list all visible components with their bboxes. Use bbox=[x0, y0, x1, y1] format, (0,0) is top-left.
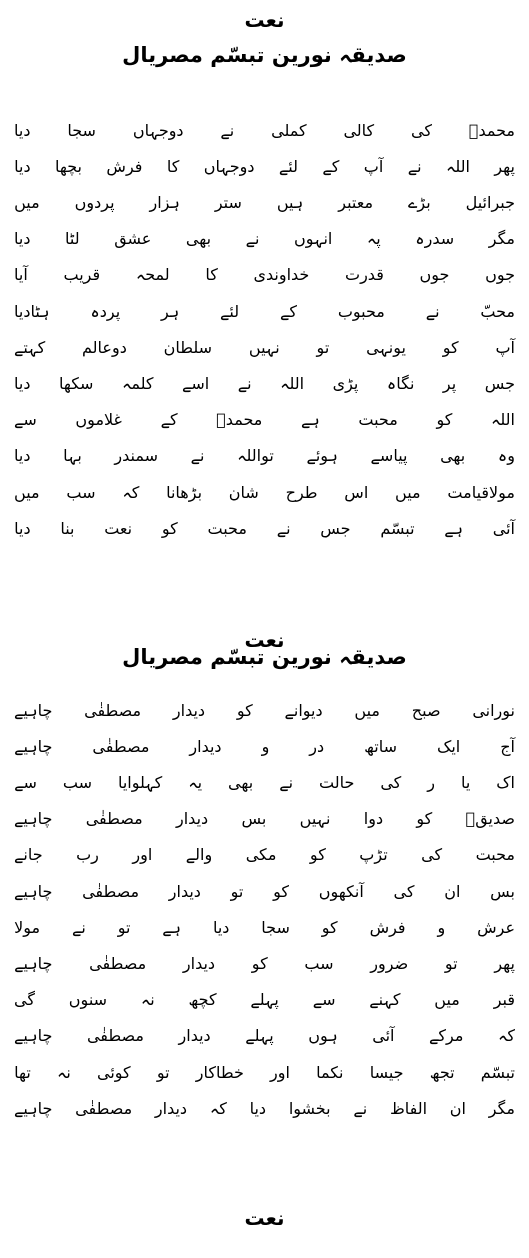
verse-word: کو bbox=[161, 518, 178, 538]
verse-word: دیدار bbox=[154, 1098, 188, 1118]
verse-line bbox=[14, 801, 515, 837]
verse-line bbox=[14, 1090, 515, 1126]
verse-word: چاہیے bbox=[14, 700, 53, 720]
verse-word: ان bbox=[449, 1098, 466, 1118]
verse-word: اور bbox=[270, 1062, 290, 1082]
verse-word: مصطفٰی bbox=[89, 953, 147, 973]
verse-word: میں bbox=[434, 990, 460, 1010]
verse-word: مکی bbox=[245, 845, 277, 865]
verse-word: نہیں bbox=[248, 337, 280, 357]
verse-word: آیا bbox=[14, 265, 28, 285]
verse-word: بھی bbox=[185, 229, 212, 249]
verse-word: پہلے bbox=[245, 1026, 274, 1046]
verse-word: نے bbox=[71, 917, 86, 937]
verse-word: سجا bbox=[67, 120, 96, 140]
verse-line bbox=[14, 1054, 515, 1090]
verse-word: دوعالم bbox=[82, 337, 127, 357]
verse-word: رب bbox=[76, 845, 99, 865]
verse-word: پہلے bbox=[250, 990, 279, 1010]
verse-line bbox=[14, 945, 515, 981]
verse-word: تو bbox=[230, 881, 244, 901]
verse-word: دوجہاں bbox=[132, 120, 184, 140]
verse-word: کو bbox=[309, 845, 326, 865]
verse-word: کا bbox=[205, 265, 218, 285]
verse-word: دیا bbox=[249, 1098, 267, 1118]
verse-word: اللہ bbox=[491, 410, 515, 430]
verse-word: سب bbox=[62, 772, 92, 792]
verse-word: پہ bbox=[366, 229, 381, 249]
verse-word: محبت bbox=[358, 410, 398, 430]
verse-word: اس bbox=[344, 482, 369, 502]
verse-word: ہوں bbox=[308, 1026, 338, 1046]
verse-word: یہ bbox=[188, 772, 203, 792]
verse-word: میں bbox=[14, 482, 40, 502]
verse-word: ان bbox=[444, 881, 461, 901]
poem-title: نعت bbox=[244, 8, 285, 32]
verse-word: الفاظ bbox=[389, 1098, 428, 1118]
poem-author: صدیقہ نورین تبسّم مصریال bbox=[122, 645, 407, 669]
verse-line bbox=[14, 293, 515, 329]
verse-word: کہنے bbox=[369, 990, 401, 1010]
verse-word: نے bbox=[425, 301, 440, 321]
verse-word: لٹا bbox=[65, 229, 80, 249]
verse-line bbox=[14, 112, 515, 148]
verse-word: چاہیے bbox=[14, 953, 53, 973]
verse-word: قریب bbox=[63, 265, 101, 285]
verse-word: بس bbox=[490, 881, 515, 901]
verse-word: عرش bbox=[477, 917, 515, 937]
verse-word: پیاسے bbox=[370, 446, 408, 466]
verse-word: سے bbox=[14, 410, 37, 430]
verse-word: مولا bbox=[14, 917, 41, 937]
verse-word: جس bbox=[484, 373, 515, 393]
verse-word: بخشوا bbox=[288, 1098, 331, 1118]
verse-word: سمندر bbox=[114, 446, 159, 466]
verse-word: جوں bbox=[485, 265, 515, 285]
verse-word: پر bbox=[442, 373, 457, 393]
verse-word: ہٹادیا bbox=[14, 301, 50, 321]
verse-word: تو bbox=[316, 337, 330, 357]
verse-word: حالت bbox=[318, 772, 355, 792]
verse-word: کہلوایا bbox=[117, 772, 163, 792]
verse-word: تبسّم bbox=[380, 518, 415, 538]
verse-word: سے bbox=[14, 772, 37, 792]
verse-word: ہوئے bbox=[306, 446, 338, 466]
verse-word: کہ bbox=[498, 1026, 515, 1046]
verse-word: ر bbox=[427, 772, 435, 792]
verse-word: کلمہ bbox=[121, 373, 154, 393]
verse-word: سنوں bbox=[68, 990, 108, 1010]
verse-word: پردہ bbox=[90, 301, 121, 321]
poem-title: نعت bbox=[244, 1206, 285, 1230]
verse-word: کالی bbox=[343, 120, 375, 140]
verse-word: کو bbox=[442, 337, 459, 357]
verse-word: ہیں bbox=[276, 192, 304, 212]
verse-word: ایک bbox=[437, 736, 461, 756]
verse-word: پردوں bbox=[74, 192, 115, 212]
verse-line bbox=[14, 692, 515, 728]
verse-word: دیا bbox=[14, 518, 31, 538]
verse-line bbox=[14, 257, 515, 293]
verse-word: مرکے bbox=[429, 1026, 464, 1046]
verse-line bbox=[14, 873, 515, 909]
verse-word: کی bbox=[393, 881, 415, 901]
verse-word: تھا bbox=[14, 1062, 31, 1082]
verse-word: بھی bbox=[228, 772, 254, 792]
verse-word: کے bbox=[322, 156, 340, 176]
verse-word: کی bbox=[421, 845, 443, 865]
verse-word: دوجہاں bbox=[203, 156, 255, 176]
verse-word: ہے bbox=[162, 917, 182, 937]
verse-word: فرش bbox=[369, 917, 406, 937]
verse-word: یونہی bbox=[366, 337, 406, 357]
verse-word: اسے bbox=[182, 373, 210, 393]
verse-word: آج bbox=[500, 736, 515, 756]
verse-word: محمدؐ bbox=[468, 120, 515, 140]
verse-word: مصطفٰی bbox=[82, 881, 140, 901]
verse-word: ساتھ bbox=[364, 736, 397, 756]
verse-word: غلاموں bbox=[75, 410, 122, 430]
verse-word: وہ bbox=[497, 446, 515, 466]
verse-word: سدرہ bbox=[415, 229, 455, 249]
verse-word: لئے bbox=[278, 156, 298, 176]
verse-word: کے bbox=[279, 301, 297, 321]
verse-word: مصطفٰی bbox=[85, 809, 143, 829]
verse-word: مصطفٰی bbox=[84, 700, 142, 720]
verse-word: در bbox=[309, 736, 325, 756]
verse-word: اللہ bbox=[445, 156, 470, 176]
verse-word: دیا bbox=[212, 917, 230, 937]
verse-word: چاہیے bbox=[14, 809, 53, 829]
verse-line bbox=[14, 329, 515, 365]
verse-word: نعت bbox=[104, 518, 133, 538]
verse-word: طرح bbox=[285, 482, 318, 502]
verse-word: جانے bbox=[14, 845, 43, 865]
verse-word: مصطفٰی bbox=[92, 736, 150, 756]
poem-title: نعت bbox=[244, 628, 285, 652]
verse-line bbox=[14, 837, 515, 873]
verse-word: مصطفٰی bbox=[86, 1026, 144, 1046]
verse-word: صدیقؓ bbox=[465, 809, 515, 829]
verse-word: آنکھوں bbox=[318, 881, 364, 901]
verse-line bbox=[14, 982, 515, 1018]
verse-word: نورانی bbox=[472, 700, 515, 720]
verse-word: تواللہ bbox=[237, 446, 274, 466]
verse-word: کو bbox=[273, 881, 289, 901]
verse-word: خداوندی bbox=[253, 265, 310, 285]
verse-word: تو bbox=[117, 917, 131, 937]
verse-word: نے bbox=[276, 518, 291, 538]
verse-line bbox=[14, 184, 515, 220]
verse-word: جوں bbox=[419, 265, 450, 285]
verse-word: دیوانے bbox=[284, 700, 323, 720]
verse-word: چاہیے bbox=[14, 736, 53, 756]
verse-word: کہ bbox=[122, 482, 140, 502]
verse-line bbox=[14, 221, 515, 257]
verse-word: دیا bbox=[14, 156, 31, 176]
verse-word: دیدار bbox=[172, 700, 206, 720]
verse-line bbox=[14, 764, 515, 800]
verse-word: محمدؐ bbox=[216, 410, 263, 430]
verse-word: پھر bbox=[494, 953, 515, 973]
verse-word: نہیں bbox=[299, 809, 331, 829]
verse-word: نکما bbox=[316, 1062, 344, 1082]
verse-word: دیا bbox=[14, 120, 31, 140]
verse-word: محبوب bbox=[337, 301, 385, 321]
verse-word: اللہ bbox=[280, 373, 305, 393]
verse-word: نے bbox=[190, 446, 205, 466]
verse-word: و bbox=[437, 917, 446, 937]
verse-word: بھی bbox=[440, 446, 466, 466]
verse-word: کی bbox=[380, 772, 402, 792]
verse-word: لمحہ bbox=[135, 265, 170, 285]
verse-word: سجا bbox=[261, 917, 290, 937]
verse-word: محبّ bbox=[480, 301, 515, 321]
verse-word: تو bbox=[156, 1062, 170, 1082]
verse-word: ہر bbox=[161, 301, 180, 321]
verse-word: مصطفٰی bbox=[75, 1098, 133, 1118]
verse-word: قبر bbox=[493, 990, 515, 1010]
verse-word: میں bbox=[354, 700, 380, 720]
verse-word: و bbox=[261, 736, 270, 756]
verse-word: ہزار bbox=[149, 192, 180, 212]
verse-word: آپ bbox=[363, 156, 384, 176]
verse-line bbox=[14, 510, 515, 546]
verse-word: ستر bbox=[214, 192, 242, 212]
verse-word: چاہیے bbox=[14, 881, 53, 901]
verse-line bbox=[14, 728, 515, 764]
verse-word: نے bbox=[407, 156, 422, 176]
verse-word: بڑھانا bbox=[166, 482, 203, 502]
verse-word: کو bbox=[436, 410, 453, 430]
verse-line bbox=[14, 909, 515, 945]
verse-word: خطاکار bbox=[195, 1062, 244, 1082]
verse-word: نہ bbox=[140, 990, 155, 1010]
verse-word: دیدار bbox=[189, 736, 222, 756]
verse-word: لئے bbox=[220, 301, 240, 321]
verse-word: تبسّم bbox=[480, 1062, 515, 1082]
verse-word: دیا bbox=[14, 373, 31, 393]
verse-word: تو bbox=[444, 953, 458, 973]
verse-line bbox=[14, 365, 515, 401]
verse-word: آئی bbox=[492, 518, 515, 538]
verse-word: دیا bbox=[14, 229, 31, 249]
verse-word: پڑی bbox=[332, 373, 359, 393]
verse-word: دیا bbox=[14, 446, 31, 466]
verse-word: جس bbox=[320, 518, 351, 538]
verse-word: ہے bbox=[444, 518, 464, 538]
verse-word: ہے bbox=[301, 410, 320, 430]
verse-line bbox=[14, 148, 515, 184]
poem-author: صدیقہ نورین تبسّم مصریال bbox=[122, 43, 407, 67]
verse-word: دیدار bbox=[182, 953, 216, 973]
verse-word: کا bbox=[166, 156, 180, 176]
verse-word: میں bbox=[14, 192, 40, 212]
verse-word: آپ bbox=[495, 337, 515, 357]
verse-word: کو bbox=[416, 809, 433, 829]
verse-word: محبت bbox=[475, 845, 515, 865]
verse-word: سے bbox=[312, 990, 336, 1010]
verse-word: صبح bbox=[411, 700, 441, 720]
verse-word: تڑپ bbox=[359, 845, 388, 865]
verse-line bbox=[14, 402, 515, 438]
verse-word: کہ bbox=[209, 1098, 227, 1118]
verse-word: دیدار bbox=[178, 1026, 211, 1046]
verse-word: گی bbox=[14, 990, 35, 1010]
verse-word: معتبر bbox=[338, 192, 374, 212]
verse-word: اور bbox=[132, 845, 153, 865]
verse-word: کچھ bbox=[188, 990, 217, 1010]
verse-word: مگر bbox=[488, 229, 515, 249]
verse-word: کو bbox=[236, 700, 253, 720]
verse-word: بڑے bbox=[407, 192, 431, 212]
verse-word: عشق bbox=[114, 229, 152, 249]
verse-line bbox=[14, 474, 515, 510]
verse-word: سب bbox=[66, 482, 96, 502]
verse-word: مولاقیامت bbox=[447, 482, 515, 502]
verse-word: دوا bbox=[363, 809, 384, 829]
verse-word: میں bbox=[395, 482, 421, 502]
verse-word: جیسا bbox=[369, 1062, 404, 1082]
verse-word: اک bbox=[496, 772, 515, 792]
verse-word: نگاہ bbox=[386, 373, 415, 393]
verse-word: نے bbox=[353, 1098, 368, 1118]
verse-line bbox=[14, 438, 515, 474]
verse-word: فرش bbox=[106, 156, 143, 176]
verse-word: کوئی bbox=[97, 1062, 131, 1082]
verse-word: کملی bbox=[271, 120, 307, 140]
verse-word: پھر bbox=[494, 156, 515, 176]
verse-word: چاہیے bbox=[14, 1026, 53, 1046]
verse-word: دیدار bbox=[176, 809, 209, 829]
verse-word: کو bbox=[321, 917, 338, 937]
verse-word: آئی bbox=[372, 1026, 395, 1046]
verse-word: یا bbox=[460, 772, 471, 792]
verse-word: والے bbox=[185, 845, 213, 865]
verse-word: کے bbox=[160, 410, 178, 430]
verse-word: بہا bbox=[63, 446, 82, 466]
verse-word: کہتے bbox=[14, 337, 46, 357]
verse-word: انہوں bbox=[294, 229, 333, 249]
verse-word: سب bbox=[304, 953, 334, 973]
verse-word: نے bbox=[245, 229, 260, 249]
verse-word: مگر bbox=[488, 1098, 515, 1118]
verse-word: نے bbox=[279, 772, 294, 792]
verse-word: نہ bbox=[57, 1062, 71, 1082]
verse-word: نے bbox=[220, 120, 235, 140]
verse-word: تجھ bbox=[429, 1062, 455, 1082]
verse-word: شان bbox=[228, 482, 259, 502]
verse-word: بنا bbox=[60, 518, 75, 538]
verse-word: نے bbox=[237, 373, 252, 393]
verse-word: سلطان bbox=[163, 337, 213, 357]
verse-word: محبت bbox=[207, 518, 247, 538]
verse-word: کی bbox=[411, 120, 432, 140]
verse-line bbox=[14, 1018, 515, 1054]
verse-word: جبرائیل bbox=[465, 192, 515, 212]
verse-word: چاہیے bbox=[14, 1098, 53, 1118]
verse-word: ضرور bbox=[370, 953, 409, 973]
verse-word: بس bbox=[241, 809, 267, 829]
verse-word: کو bbox=[251, 953, 268, 973]
verse-word: سکھا bbox=[58, 373, 94, 393]
verse-word: بچھا bbox=[54, 156, 82, 176]
verse-word: قدرت bbox=[345, 265, 384, 285]
verse-word: دیدار bbox=[168, 881, 201, 901]
